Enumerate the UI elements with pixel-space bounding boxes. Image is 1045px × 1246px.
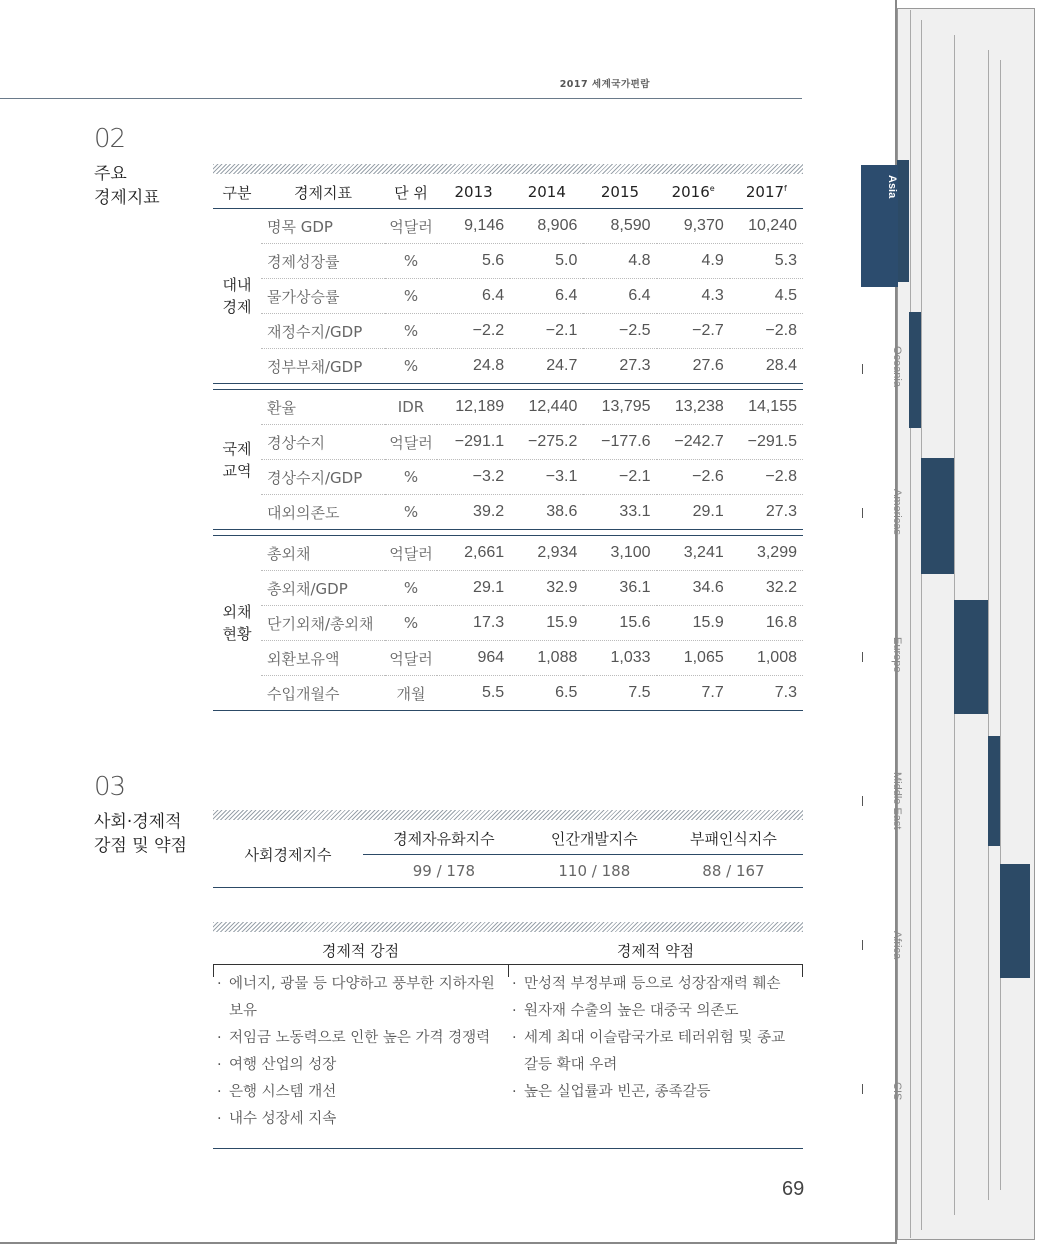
indicator-value: 13,238 [657,390,730,425]
col-header-2013: 2013 [437,176,510,209]
indicator-value: −291.1 [437,425,510,460]
box-bottom-rule [213,1148,803,1149]
page-edge [988,50,989,1200]
table-hatch-bar [213,164,803,174]
table-row [213,641,803,676]
tab-middle-east[interactable]: Middle East [891,772,903,830]
indicator-value: −2.1 [583,460,656,495]
list-item: · 높은 실업률과 빈곤, 종족갈등 [508,1079,797,1106]
indicator-value: 15.9 [657,606,730,641]
indicator-value: 6.5 [510,676,583,711]
indicator-value: 29.1 [657,495,730,530]
indicator-value: 3,299 [730,536,803,571]
indicator-unit: % [385,244,437,279]
indicator-name: 경상수지/GDP [261,460,385,495]
indicator-name: 명목 GDP [261,209,385,244]
indicator-value: 14,155 [730,390,803,425]
indicator-name: 총외채 [261,536,385,571]
tab-europe[interactable]: Europe [891,637,903,673]
indicator-unit: 억달러 [385,425,437,460]
list-item: · 에너지, 광물 등 다양하고 풍부한 지하자원 보유 [213,971,502,1025]
section-number: 02 [94,124,126,154]
indicator-name: 정부부채/GDP [261,349,385,384]
strengths-weaknesses-header [213,936,803,965]
list-item: · 내수 성장세 지속 [213,1106,502,1133]
indicator-value: 5.3 [730,244,803,279]
indicator-value: 7.5 [583,676,656,711]
index-header: 인간개발지수 [525,822,664,855]
indicator-value: −2.8 [730,314,803,349]
table-row [213,390,803,425]
indicator-value: −3.1 [510,460,583,495]
indicator-unit: 개월 [385,676,437,711]
indicator-value: −291.5 [730,425,803,460]
col-header-2014: 2014 [510,176,583,209]
list-item: · 여행 산업의 성장 [213,1052,502,1079]
indicator-value: 3,241 [657,536,730,571]
strengths-list [213,965,508,1133]
group-label: 외채 현황 [213,536,261,711]
indicator-value: 29.1 [437,571,510,606]
indicator-value: 7.7 [657,676,730,711]
indicator-value: 4.3 [657,279,730,314]
socio-index-label: 사회경제지수 [213,822,363,888]
indicator-value: 3,100 [583,536,656,571]
page-edge [910,10,911,1238]
list-item: · 은행 시스템 개선 [213,1079,502,1106]
indicator-name: 경상수지 [261,425,385,460]
indicator-name: 총외채/GDP [261,571,385,606]
indicator-value: 5.6 [437,244,510,279]
index-value: 110 / 188 [525,855,664,888]
indicator-value: 33.1 [583,495,656,530]
tab-marker [862,940,863,950]
indicator-unit: % [385,460,437,495]
section-title: 사회·경제적 강점 및 약점 [94,812,187,856]
header-rule [0,98,802,99]
indicator-value: 4.9 [657,244,730,279]
indicator-unit: % [385,314,437,349]
indicator-value: 5.5 [437,676,510,711]
table-hatch-bar [213,810,803,820]
col-header-2015: 2015 [583,176,656,209]
indicator-value: 32.9 [510,571,583,606]
index-header: 경제자유화지수 [363,822,525,855]
col-header-indicator: 경제지표 [261,176,385,209]
table-row [213,279,803,314]
indicator-value: 4.5 [730,279,803,314]
table-row [213,349,803,384]
indicator-value: 16.8 [730,606,803,641]
tab-marker [862,1084,863,1094]
indicator-value: 17.3 [437,606,510,641]
edge-tab-strip [909,312,921,428]
indicator-value: −2.8 [730,460,803,495]
indicator-value: −3.2 [437,460,510,495]
section-number: 03 [94,772,126,802]
indicator-value: −177.6 [583,425,656,460]
indicator-value: 1,065 [657,641,730,676]
table-row [213,460,803,495]
tab-marker [862,796,863,806]
strengths-header: 경제적 강점 [321,941,400,960]
indicator-value: 1,088 [510,641,583,676]
weaknesses-header: 경제적 약점 [616,941,695,960]
indicator-unit: % [385,349,437,384]
indicator-value: 2,661 [437,536,510,571]
list-item: · 만성적 부정부패 등으로 성장잠재력 훼손 [508,971,797,998]
indicator-value: 4.8 [583,244,656,279]
list-item: · 세계 최대 이슬람국가로 테러위험 및 종교갈등 확대 우려 [508,1025,797,1079]
page-edge [921,20,922,1230]
indicator-value: 6.4 [437,279,510,314]
indicator-value: −275.2 [510,425,583,460]
table-row [213,676,803,711]
indicator-name: 대외의존도 [261,495,385,530]
edge-tab-strip [954,600,988,714]
section-title: 주요 경제지표 [94,164,160,208]
indicator-value: 6.4 [583,279,656,314]
edge-tab-strip [897,160,909,282]
index-value: 99 / 178 [363,855,525,888]
box-divider [508,965,509,977]
group-label: 국제 교역 [213,390,261,530]
indicator-value: 36.1 [583,571,656,606]
indicator-value: 38.6 [510,495,583,530]
indicator-value: 1,033 [583,641,656,676]
indicator-name: 환율 [261,390,385,425]
edge-tab-strip [921,458,954,574]
indicator-value: 27.3 [730,495,803,530]
indicator-value: 964 [437,641,510,676]
indicator-unit: % [385,606,437,641]
indicator-value: −2.2 [437,314,510,349]
group-label: 대내 경제 [213,209,261,384]
edge-tab-strip [1000,864,1030,978]
box-divider [802,965,803,977]
table-header-row [213,176,803,209]
indicator-value: 27.6 [657,349,730,384]
indicator-name: 물가상승률 [261,279,385,314]
edge-tab-strip [988,736,1000,846]
indicator-value: 13,795 [583,390,656,425]
index-value: 88 / 167 [664,855,803,888]
table-row [213,425,803,460]
tab-americas[interactable]: Americas [891,489,903,535]
table-hatch-bar [213,922,803,932]
indicator-value: −2.5 [583,314,656,349]
indicator-value: 24.7 [510,349,583,384]
indicator-value: −242.7 [657,425,730,460]
indicator-value: 28.4 [730,349,803,384]
weaknesses-list [508,965,803,1133]
tab-marker [862,508,863,518]
page-edge [1000,60,1001,1190]
page-number: 69 [782,1178,805,1200]
indicator-value: 5.0 [510,244,583,279]
indicator-name: 외환보유액 [261,641,385,676]
col-header-unit: 단 위 [385,176,437,209]
indicator-value: 6.4 [510,279,583,314]
table-row [213,536,803,571]
indicator-value: 8,906 [510,209,583,244]
economic-indicators-table [213,176,803,711]
col-header-group: 구분 [213,176,261,209]
tab-africa[interactable]: Africa [891,931,903,960]
indicator-name: 경제성장률 [261,244,385,279]
indicator-value: 1,008 [730,641,803,676]
tab-marker [862,652,863,662]
running-header: 2017 세계국가편람 [559,79,650,90]
indicator-value: 32.2 [730,571,803,606]
tab-oceania[interactable]: Oceania [891,346,903,387]
table-row [213,571,803,606]
indicator-unit: % [385,571,437,606]
indicator-name: 단기외채/총외채 [261,606,385,641]
indicator-value: 7.3 [730,676,803,711]
indicator-value: −2.1 [510,314,583,349]
list-item: · 원자재 수출의 높은 대중국 의존도 [508,998,797,1025]
table-row [213,606,803,641]
table-row [213,244,803,279]
indicator-name: 재정수지/GDP [261,314,385,349]
indicator-value: 12,440 [510,390,583,425]
box-divider [213,965,214,977]
indicator-unit: 억달러 [385,641,437,676]
indicator-value: 9,146 [437,209,510,244]
indicator-unit: % [385,495,437,530]
list-item: · 저임금 노동력으로 인한 높은 가격 경쟁력 [213,1025,502,1052]
table-row [213,209,803,244]
indicator-value: 9,370 [657,209,730,244]
indicator-value: 27.3 [583,349,656,384]
table-row [213,495,803,530]
indicator-value: 12,189 [437,390,510,425]
indicator-value: −2.6 [657,460,730,495]
tab-cis[interactable]: CIS [891,1082,903,1101]
col-header-2017: 2017$^f$ [730,176,803,209]
indicator-unit: % [385,279,437,314]
indicator-value: −2.7 [657,314,730,349]
indicator-value: 15.9 [510,606,583,641]
indicator-name: 수입개월수 [261,676,385,711]
indicator-value: 15.6 [583,606,656,641]
indicator-unit: IDR [385,390,437,425]
indicator-value: 10,240 [730,209,803,244]
indicator-unit: 억달러 [385,209,437,244]
indicator-unit: 억달러 [385,536,437,571]
indicator-value: 39.2 [437,495,510,530]
index-header: 부패인식지수 [664,822,803,855]
indicator-value: 24.8 [437,349,510,384]
tab-marker [862,364,863,374]
indicator-value: 34.6 [657,571,730,606]
table-row [213,314,803,349]
socio-economic-index-table [213,822,803,888]
col-header-2016: 2016e [657,176,730,209]
indicator-value: 8,590 [583,209,656,244]
indicator-value: 2,934 [510,536,583,571]
tab-asia[interactable]: Asia [861,165,898,287]
